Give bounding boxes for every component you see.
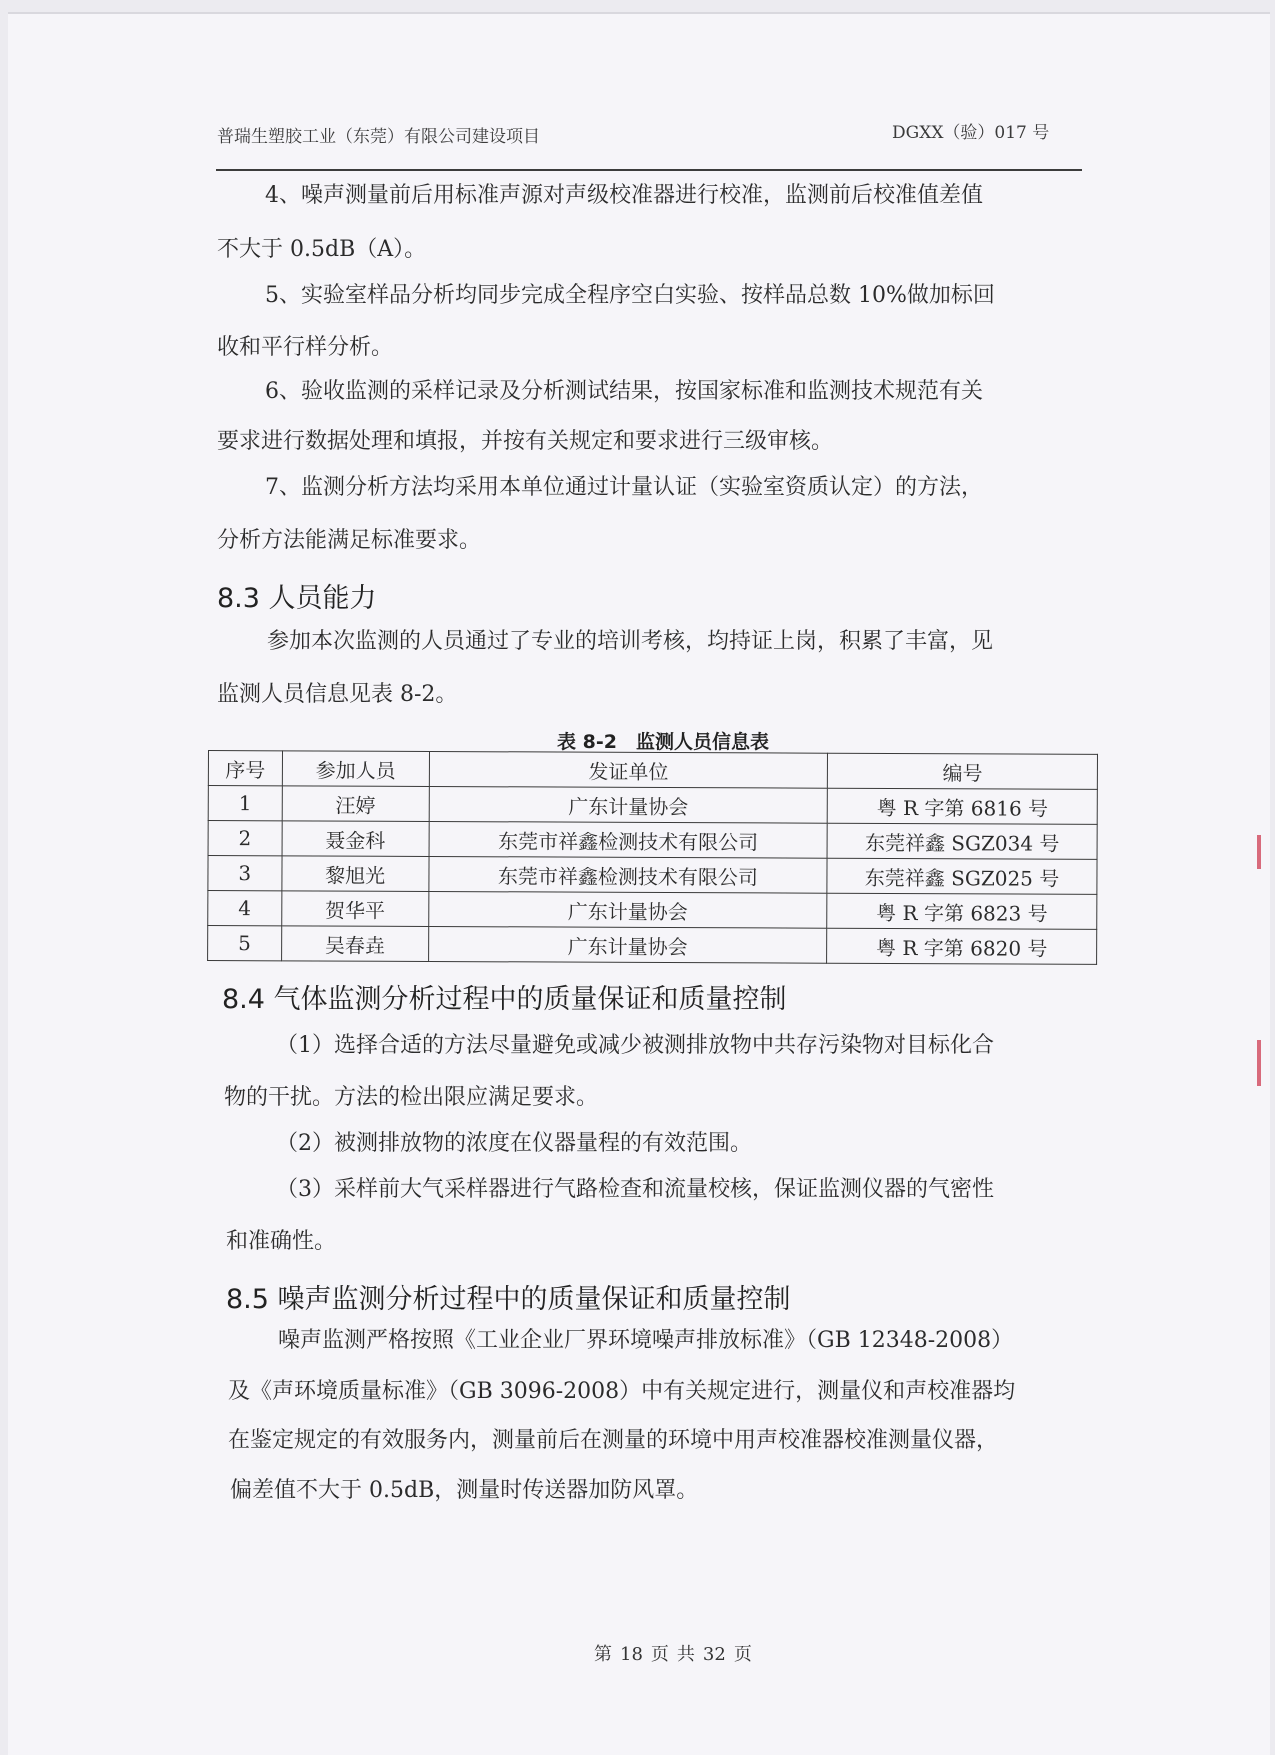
paragraph-line: 6、验收监测的采样记录及分析测试结果，按国家标准和监测技术规范有关 — [265, 379, 983, 404]
paragraph-line: （3）采样前大气采样器进行气路检查和流量校核，保证监测仪器的气密性 — [276, 1177, 994, 1202]
column-header-cert-no: 编号 — [828, 753, 1098, 789]
table-cell: 5 — [208, 926, 282, 961]
table-cell: 东莞祥鑫 SGZ025 号 — [827, 858, 1097, 894]
paragraph-line: 偏差值不大于 0.5dB，测量时传送器加防风罩。 — [230, 1478, 699, 1503]
table-cell: 4 — [208, 891, 282, 926]
footer-page-total: 32 — [702, 1644, 726, 1665]
paragraph-line: 监测人员信息见表 8-2。 — [217, 682, 458, 707]
table-cell: 粤 R 字第 6823 号 — [827, 893, 1097, 929]
header-document-number: DGXX（验）017 号 — [892, 123, 1050, 143]
table-cell: 东莞市祥鑫检测技术有限公司 — [429, 821, 828, 858]
header-rule — [216, 169, 1082, 171]
table-row — [208, 891, 1097, 930]
staff-info-table — [207, 750, 1098, 965]
header-project-title: 普瑞生塑胶工业（东莞）有限公司建设项目 — [217, 127, 540, 147]
table-cell: 广东计量协会 — [429, 786, 828, 823]
table-row — [208, 926, 1097, 965]
table-cell: 粤 R 字第 6816 号 — [827, 788, 1097, 824]
table-cell: 广东计量协会 — [428, 926, 827, 963]
table-cell: 3 — [208, 856, 282, 891]
table-header-row — [208, 751, 1097, 790]
table-row — [208, 856, 1097, 895]
paragraph-line: 要求进行数据处理和填报，并按有关规定和要求进行三级审核。 — [217, 429, 834, 454]
footer-label: 页 — [650, 1644, 669, 1665]
table-cell: 聂金科 — [282, 821, 429, 857]
table-cell: 粤 R 字第 6820 号 — [827, 928, 1097, 964]
paragraph-line: 7、监测分析方法均采用本单位通过计量认证（实验室资质认定）的方法， — [265, 475, 983, 500]
paragraph-line: （1）选择合适的方法尽量避免或减少被测排放物中共存污染物对目标化合 — [276, 1033, 994, 1058]
column-header-person: 参加人员 — [282, 751, 429, 787]
paragraph-line: 4、噪声测量前后用标准声源对声级校准器进行校准，监测前后校准值差值 — [265, 183, 983, 208]
scan-edge-mark — [1257, 835, 1261, 869]
column-header-issuer: 发证单位 — [429, 751, 828, 788]
paragraph-line: 参加本次监测的人员通过了专业的培训考核，均持证上岗，积累了丰富，见 — [267, 629, 994, 654]
paragraph-line: （2）被测排放物的浓度在仪器量程的有效范围。 — [276, 1131, 752, 1156]
section-heading-8-4: 8.4 气体监测分析过程中的质量保证和质量控制 — [222, 984, 787, 1015]
table-cell: 贺华平 — [281, 891, 428, 927]
paragraph-line: 分析方法能满足标准要求。 — [217, 528, 482, 553]
paragraph-line: 收和平行样分析。 — [217, 335, 394, 360]
page-footer — [590, 1640, 756, 1666]
footer-label: 页 — [733, 1644, 752, 1665]
table-cell: 吴春垚 — [281, 926, 428, 962]
paragraph-line: 不大于 0.5dB（A）。 — [217, 237, 427, 262]
footer-label: 共 — [676, 1644, 695, 1665]
section-heading-8-3: 8.3 人员能力 — [217, 583, 377, 614]
table-caption: 表 8-2 监测人员信息表 — [557, 731, 769, 753]
column-header-index: 序号 — [208, 751, 282, 786]
table-row — [208, 821, 1097, 860]
paragraph-line: 在鉴定规定的有效服务内，测量前后在测量的环境中用声校准器校准测量仪器， — [228, 1428, 999, 1453]
table-cell: 2 — [208, 821, 282, 856]
table-row — [208, 786, 1097, 825]
table-cell: 东莞市祥鑫检测技术有限公司 — [429, 856, 828, 893]
table-cell: 东莞祥鑫 SGZ034 号 — [827, 823, 1097, 859]
paragraph-line: 物的干扰。方法的检出限应满足要求。 — [224, 1085, 599, 1110]
paragraph-line: 及《声环境质量标准》（GB 3096-2008）中有关规定进行，测量仪和声校准器均 — [228, 1379, 1016, 1404]
footer-label: 第 — [594, 1644, 612, 1665]
table-cell: 黎旭光 — [282, 856, 429, 892]
section-heading-8-5: 8.5 噪声监测分析过程中的质量保证和质量控制 — [226, 1284, 791, 1315]
paragraph-line: 5、实验室样品分析均同步完成全程序空白实验、按样品总数 10%做加标回 — [265, 283, 995, 308]
table-cell: 1 — [208, 786, 282, 821]
footer-page-current: 18 — [620, 1644, 643, 1665]
paragraph-line: 和准确性。 — [226, 1229, 337, 1254]
table-cell: 广东计量协会 — [429, 891, 828, 928]
scan-edge-mark — [1257, 1040, 1261, 1086]
paragraph-line: 噪声监测严格按照《工业企业厂界环境噪声排放标准》（GB 12348-2008） — [278, 1328, 1014, 1353]
table-cell: 汪婷 — [282, 786, 429, 822]
